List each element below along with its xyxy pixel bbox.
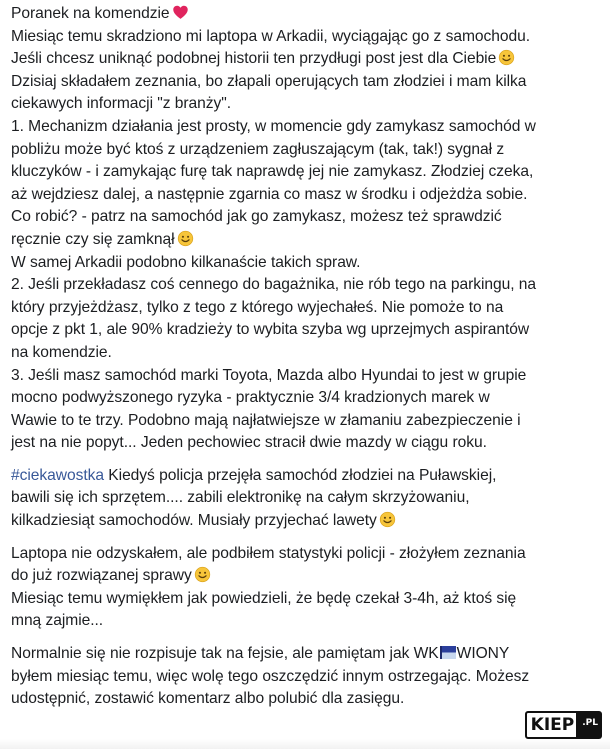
- post-text-line: [11, 666, 596, 689]
- watermark-pl-text: .PL: [582, 718, 598, 728]
- post-text-line: [11, 565, 596, 588]
- post-text-line: [11, 510, 596, 533]
- kiep-watermark-logo: [525, 711, 602, 739]
- smiley-icon: [177, 230, 194, 247]
- post-text-line: [11, 432, 596, 455]
- post-paragraph: [11, 643, 596, 711]
- post-text-line: [11, 184, 596, 207]
- smiley-icon: [379, 511, 396, 528]
- line-text: 1. Mechanizm działania jest prosty, w momencie gdy zamykasz samochód w: [11, 117, 536, 135]
- line-text: Jeśli chcesz uniknąć podobnej historii ten przydługi post jest dla Ciebie: [11, 50, 497, 68]
- line-text: udostępnić, zostawić komentarz albo polubić dla zasięgu.: [11, 690, 405, 708]
- line-text: Normalnie się nie rozpisuje tak na fejsie, ale pamiętam jak WK: [11, 645, 439, 663]
- post-text-line: [11, 487, 596, 510]
- post-text-line: [11, 3, 596, 26]
- post-text-line: [11, 688, 596, 711]
- line-text: Dzisiaj składałem zeznania, bo złapali operujących tam złodziei i mam kilka: [11, 72, 527, 90]
- line-text: Wawie to te trzy. Podobno mają najłatwiejsze w złamaniu zabezpieczenie i: [11, 411, 521, 429]
- line-text: Co robić? - patrz na samochód jak go zamykasz, możesz też sprawdzić: [11, 208, 502, 226]
- post-text-line: [11, 465, 596, 488]
- post-text-line: [11, 116, 596, 139]
- line-text: mną zajmie...: [11, 612, 104, 630]
- line-text: Laptopa nie odzyskałem, ale podbiłem statystyki policji - złożyłem zeznania: [11, 544, 526, 562]
- line-text: jest na nie popyt... Jeden pechowiec stracił dwie mazdy w ciągu roku.: [11, 434, 487, 452]
- smiley-icon: [194, 566, 211, 583]
- line-text: bawili się ich sprzętem.... zabili elektronikę na całym skrzyżowaniu,: [11, 489, 470, 507]
- post-text-line: [11, 543, 596, 566]
- post-paragraph: [11, 543, 596, 633]
- post-text-line: [11, 71, 596, 94]
- line-text: kluczyków - i zamykając furę tak naprawdę jej nie zamykasz. Złodziej czeka,: [11, 163, 534, 181]
- line-text: Miesiąc temu wymiękłem jak powiedzieli, że będę czekał 3-4h, aż ktoś się: [11, 589, 517, 607]
- line-text: do już rozwiązanej sprawy: [11, 567, 192, 585]
- post-text-line: [11, 206, 596, 229]
- hashtag-link[interactable]: #ciekawostka: [11, 466, 105, 484]
- post-text-line: [11, 319, 596, 342]
- heart-icon: [172, 4, 189, 21]
- line-text: mocno podwyższonego ryzyka - praktycznie 3/4 kradzionych marek w: [11, 389, 490, 407]
- censor-flag-icon: [440, 646, 456, 659]
- line-text: pobliżu może być ktoś z urządzeniem zagłuszającym (tak, tak!) sygnał z: [11, 140, 505, 158]
- line-text: byłem miesiąc temu, więc wolę tego oszczędzić innym ostrzegając. Możesz: [11, 667, 530, 685]
- post-text-line: [11, 588, 596, 611]
- line-text-after: WIONY: [456, 645, 510, 663]
- post-text-line: [11, 139, 596, 162]
- line-text: na komendzie.: [11, 343, 112, 361]
- line-text: kilkadziesiąt samochodów. Musiały przyjechać lawety: [11, 512, 377, 530]
- watermark-suffix: [578, 711, 602, 739]
- post-text-line: [11, 297, 596, 320]
- post-text-line: [11, 274, 596, 297]
- post-text-line: [11, 387, 596, 410]
- post-text-line: [11, 365, 596, 388]
- line-text: który przyjeżdżasz, tylko z tego z którego wyjechałeś. Nie pomoże to na: [11, 298, 504, 316]
- line-text: 3. Jeśli masz samochód marki Toyota, Mazda albo Hyundai to jest w grupie: [11, 366, 527, 384]
- post-text-line: [11, 610, 596, 633]
- post-text-line: [11, 26, 596, 49]
- line-text: ręcznie czy się zamknął: [11, 230, 175, 248]
- line-text: 2. Jeśli przekładasz coś cennego do bagażnika, nie rób tego na parkingu, na: [11, 276, 537, 294]
- post-text-line: [11, 48, 596, 71]
- line-text: Miesiąc temu skradziono mi laptopa w Arkadii, wyciągając go z samochodu.: [11, 27, 531, 45]
- post-text-line: [11, 93, 596, 116]
- post-text-line: [11, 342, 596, 365]
- line-text: ciekawych informacji "z branży".: [11, 95, 232, 113]
- line-text: Kiedyś policja przejęła samochód złodziei na Puławskiej,: [104, 466, 497, 484]
- line-text: Poranek na komendzie: [11, 5, 170, 22]
- post-paragraph: [11, 465, 596, 533]
- post-text-line: [11, 410, 596, 433]
- line-text: aż wejdziesz dalej, a następnie zgarnia co masz w środku i odjeżdża sobie.: [11, 185, 528, 203]
- line-text: opcje z pkt 1, ale 90% kradzieży to wybita szyba wg uprzejmych aspirantów: [11, 321, 530, 339]
- post-text-line: [11, 643, 596, 666]
- smiley-icon: [498, 49, 515, 66]
- post-text-line: [11, 229, 596, 252]
- watermark-kiep-text: KIEP: [525, 711, 579, 739]
- post-text-line: [11, 161, 596, 184]
- post-text-line: [11, 252, 596, 275]
- line-text: W samej Arkadii podobno kilkanaście takich spraw.: [11, 253, 361, 271]
- bottom-divider: [0, 739, 610, 749]
- post-paragraph: [11, 3, 596, 455]
